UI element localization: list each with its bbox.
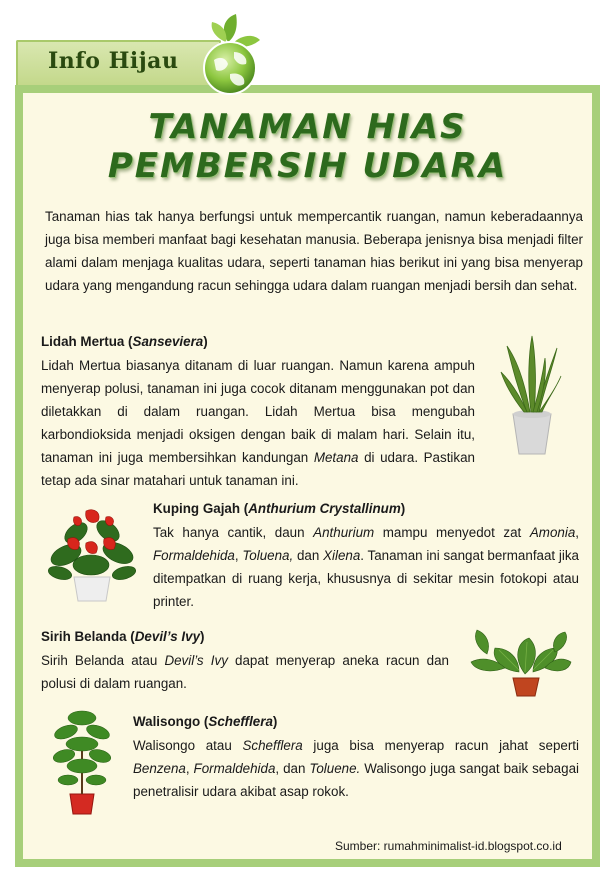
plant-latin: Anthurium Crystallinum (248, 501, 401, 516)
text-run: mampu menyedot zat (374, 525, 530, 540)
text-run: Lidah Mertua biasanya ditanam di luar ruangan. Namun karena ampuh menyerap polusi, tanaman ini juga cocok ditanam menggunakan pot dan diletakkan di dalam ruangan. Lidah Mertua bisa mengubah karbondioksida menjadi oksigen dengan baik di malam hari. Selain itu, tanaman ini juga membersihkan kandungan (41, 358, 475, 465)
text-run: Formaldehida (193, 761, 276, 776)
title-line-1: TANAMAN HIAS (148, 107, 467, 147)
text-run: Walisongo atau (133, 738, 243, 753)
text-run: Anthurium (313, 525, 375, 540)
section-text-lidah-mertua (41, 354, 475, 492)
text-run: Walisongo juga sangat baik sebagai penetralisir udara akibat asap rokok. (133, 761, 579, 799)
text-run: juga bisa menyerap racun jahat seperti (302, 738, 579, 753)
snake-plant-image (497, 332, 565, 456)
intro-paragraph: Tanaman hias tak hanya berfungsi untuk mempercantik ruangan, namun keberadaannya juga bisa memberi manfaat bagi kesehatan manusia. Beberapa jenisnya bisa menjadi filter alami dalam menjaga kualitas udara, seperti tanaman hias berikut ini yang bisa menyerap udara yang mengandung racun sehingga udara dalam ruangan menjadi bersih dan sehat. (45, 209, 583, 293)
plant-name: Walisongo (133, 714, 201, 729)
section-text-walisongo (133, 734, 579, 803)
text-run: Xilena (323, 548, 361, 563)
plant-name: Lidah Mertua (41, 334, 125, 349)
text-run: Metana (313, 450, 359, 465)
section-title-lidah-mertua: Lidah Mertua (Sanseviera) (41, 334, 208, 349)
tab-label: Info Hijau (48, 48, 179, 74)
text-run: . Tanaman ini sangat bermanfaat jika ditempatkan di ruang kerja, khususnya di sekitar mesin fotokopi atau printer. (153, 548, 579, 609)
schefflera-plant-image (52, 708, 112, 816)
plant-latin: Schefflera (208, 714, 273, 729)
text-run: Toluena, (242, 548, 294, 563)
text-run: , dan (275, 761, 310, 776)
plant-latin: Devil’s Ivy (134, 629, 201, 644)
text-run: dan (293, 548, 324, 563)
section-title-kuping-gajah: Kuping Gajah (Anthurium Crystallinum) (153, 501, 406, 516)
text-run: Schefflera (242, 738, 303, 753)
text-run: Sirih Belanda atau (41, 653, 165, 668)
text-run: Formaldehida (153, 548, 235, 563)
section-text-sirih-belanda (41, 649, 449, 695)
plant-name: Kuping Gajah (153, 501, 241, 516)
text-run: , (234, 548, 243, 563)
plant-latin: Sanseviera (132, 334, 204, 349)
section-title-walisongo: Walisongo (Schefflera) (133, 714, 278, 729)
text-run: Amonia (529, 525, 576, 540)
anthurium-plant-image (46, 503, 136, 603)
section-text-kuping-gajah (153, 521, 579, 613)
source-credit: Sumber: rumahminimalist-id.blogspot.co.id (335, 839, 562, 853)
text-run: Toluene. (309, 761, 361, 776)
devils-ivy-plant-image (465, 618, 573, 698)
text-run: Benzena (133, 761, 186, 776)
text-run: di udara. Pastikan tetap ada sinar matahari untuk tanaman ini. (41, 450, 475, 488)
text-run: , (575, 525, 579, 540)
text-run: dapat menyerap aneka racun dan polusi di dalam ruangan. (41, 653, 449, 691)
globe-leaf-icon (198, 12, 262, 96)
text-run: Devil’s Ivy (164, 653, 228, 668)
plant-name: Sirih Belanda (41, 629, 127, 644)
text-run: , (185, 761, 194, 776)
text-run: Tak hanya cantik, daun (153, 525, 314, 540)
title-line-2: PEMBERSIH UDARA (107, 146, 508, 186)
section-title-sirih-belanda: Sirih Belanda (Devil’s Ivy) (41, 629, 205, 644)
